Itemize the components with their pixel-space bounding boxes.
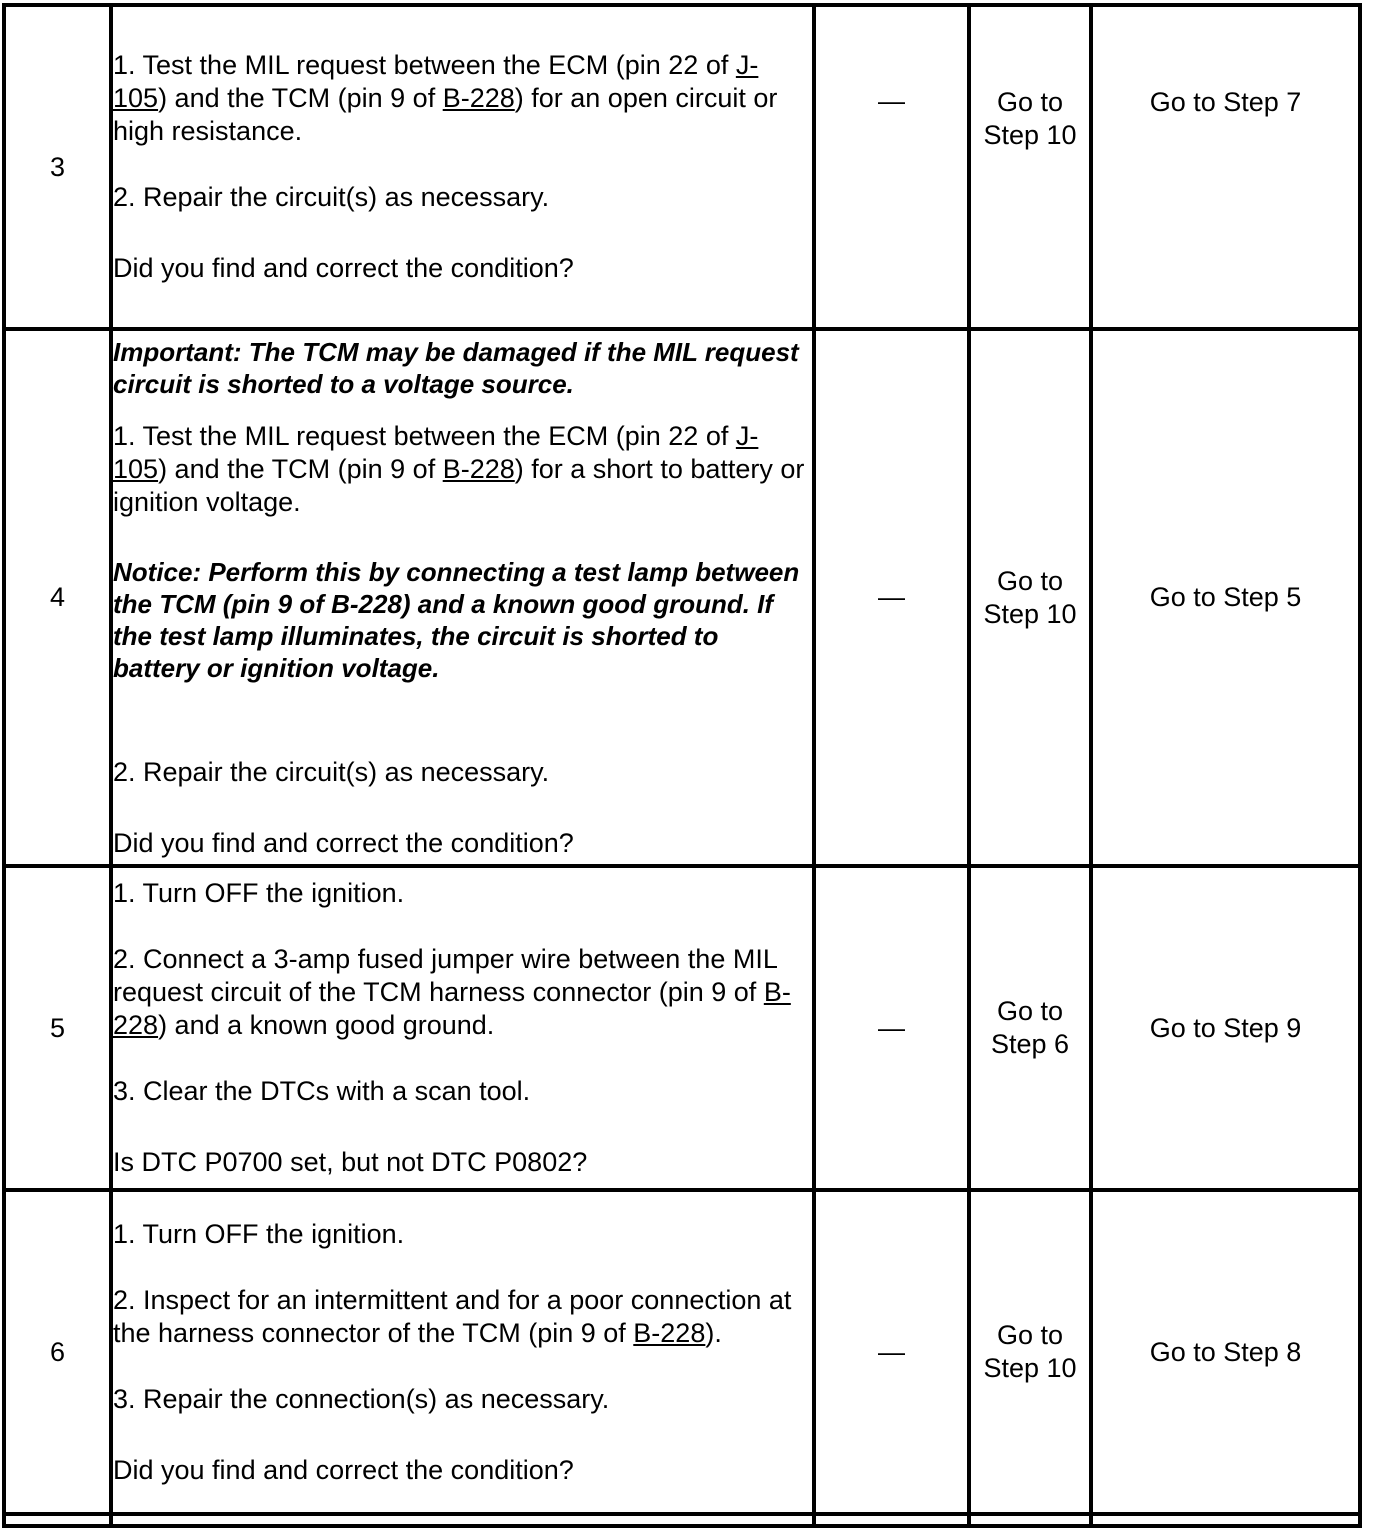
connector-link[interactable]: B-228 (442, 83, 515, 113)
yes-line-2: Step 10 (983, 1353, 1077, 1383)
instruction-1: 1. Test the MIL request between the ECM (pin 22 of J-105) and the TCM (pin 9 of B-228) for an open circuit or high resistance. (113, 50, 778, 146)
table-cell (1091, 1514, 1360, 1526)
no-cell[interactable]: Go to Step 7 (1091, 5, 1360, 329)
instruction-2: 2. Repair the circuit(s) as necessary. (113, 182, 550, 212)
connector-link[interactable]: B-228 (113, 977, 791, 1040)
step-number: 5 (4, 866, 111, 1190)
important-note: Important: The TCM may be damaged if the MIL request circuit is shorted to a voltage source. (113, 336, 799, 399)
step-number: 3 (4, 5, 111, 329)
action-cell (111, 329, 814, 866)
instruction-1: 1. Turn OFF the ignition. (113, 878, 405, 908)
notice-note: Notice: Perform this by connecting a test lamp between the TCM (pin 9 of B-228) and a known good ground. If the test lamp illuminates, the circuit is shorted to battery or ignition voltage. (113, 556, 800, 683)
instruction-1: 1. Turn OFF the ignition. (113, 1218, 405, 1249)
no-cell[interactable]: Go to Step 5 (1091, 329, 1360, 866)
yes-line-1: Go to (996, 1320, 1064, 1350)
value-cell: — (814, 5, 969, 329)
instruction-3: 3. Repair the connection(s) as necessary. (113, 1383, 610, 1414)
yes-line-1: Go to (996, 87, 1064, 117)
table-cell (111, 1514, 814, 1526)
diagnostic-table (2, 3, 1362, 1528)
instruction-2: 2. Inspect for an intermittent and for a poor connection at the harness connector of the TCM (pin 9 of B-228). (113, 1284, 792, 1348)
no-cell[interactable]: Go to Step 9 (1091, 866, 1360, 1190)
table-row-partial (4, 1514, 1360, 1526)
instruction-2: 2. Repair the circuit(s) as necessary. (113, 756, 550, 787)
connector-link[interactable]: J-105 (113, 50, 759, 113)
no-cell[interactable]: Go to Step 8 (1091, 1190, 1360, 1514)
connector-link[interactable]: B-228 (633, 1317, 706, 1348)
value-cell: — (814, 329, 969, 866)
yes-cell[interactable] (969, 1190, 1091, 1514)
question: Is DTC P0700 set, but not DTC P0802? (113, 1147, 588, 1177)
step-number: 4 (4, 329, 111, 866)
table-cell (969, 1514, 1091, 1526)
yes-line-2: Step 10 (983, 120, 1077, 150)
step-number: 6 (4, 1190, 111, 1514)
value-cell: — (814, 1190, 969, 1514)
yes-line-2: Step 10 (983, 598, 1077, 629)
action-cell (111, 5, 814, 329)
connector-link[interactable]: J-105 (113, 420, 759, 484)
table-row (4, 1190, 1360, 1514)
instruction-2: 2. Connect a 3-amp fused jumper wire between the MIL request circuit of the TCM harness connector (pin 9 of B-228) and a known good ground. (113, 944, 791, 1040)
question: Did you find and correct the condition? (113, 253, 574, 283)
table-cell (4, 1514, 111, 1526)
yes-cell[interactable] (969, 329, 1091, 866)
yes-cell[interactable] (969, 5, 1091, 329)
table-row (4, 329, 1360, 866)
action-cell (111, 866, 814, 1190)
instruction-1: 1. Test the MIL request between the ECM (pin 22 of J-105) and the TCM (pin 9 of B-228) for a short to battery or ignition voltage. (113, 420, 805, 517)
table-cell (814, 1514, 969, 1526)
table-row (4, 5, 1360, 329)
yes-line-1: Go to (996, 996, 1064, 1026)
yes-line-1: Go to (996, 565, 1064, 596)
connector-link[interactable]: B-228 (442, 453, 515, 484)
question: Did you find and correct the condition? (113, 1454, 574, 1485)
table-row (4, 866, 1360, 1190)
value-cell: — (814, 866, 969, 1190)
yes-cell[interactable] (969, 866, 1091, 1190)
yes-line-2: Step 6 (990, 1029, 1070, 1059)
action-cell (111, 1190, 814, 1514)
instruction-3: 3. Clear the DTCs with a scan tool. (113, 1076, 531, 1106)
question: Did you find and correct the condition? (113, 827, 574, 858)
